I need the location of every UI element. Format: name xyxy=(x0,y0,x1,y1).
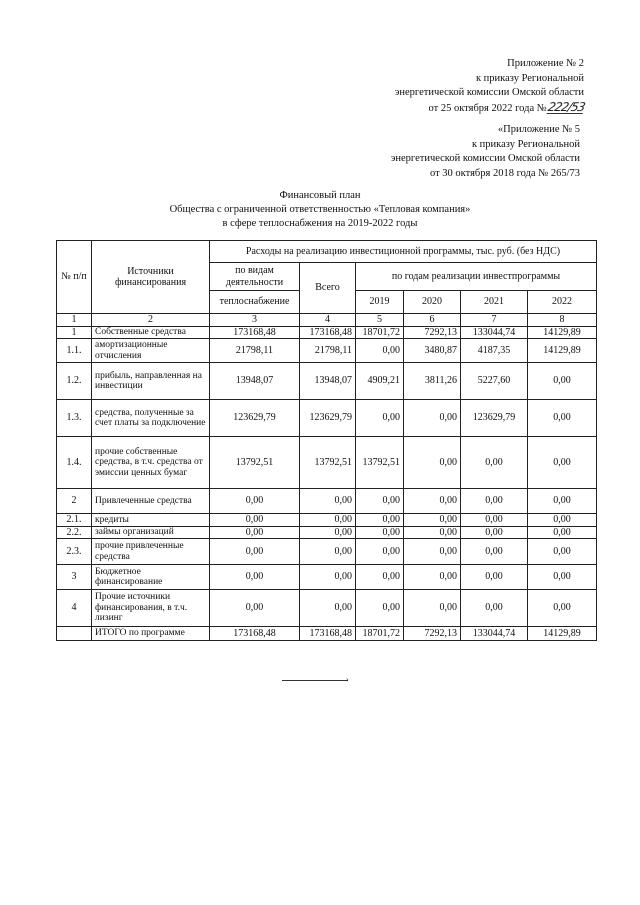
header-year: 2020 xyxy=(404,291,461,314)
row-value-cell: 0,00 xyxy=(300,526,356,539)
header1-date-text: от 25 октября 2022 года № xyxy=(428,102,547,114)
row-value-cell: 7292,13 xyxy=(404,326,461,339)
table-row xyxy=(57,590,597,627)
row-value-cell: 21798,11 xyxy=(300,339,356,363)
row-value-cell: 0,00 xyxy=(210,514,300,527)
row-value-cell: 0,00 xyxy=(210,590,300,627)
row-number: 1 xyxy=(57,326,92,339)
header1-line3: энергетической комиссии Омской области xyxy=(394,87,584,99)
row-value-cell: 123629,79 xyxy=(300,400,356,437)
title-line2: Общества с ограниченной ответственностью «Тепловая компания» xyxy=(169,204,471,215)
row-value-cell: 0,00 xyxy=(528,565,597,590)
table-row xyxy=(57,539,597,565)
header-expenses: Расходы на реализацию инвестиционной программы, тыс. руб. (без НДС) xyxy=(210,241,597,263)
header-heat-supply: теплоснабжение xyxy=(210,291,300,314)
column-index-row xyxy=(57,314,597,327)
row-value-cell: 5227,60 xyxy=(461,363,528,400)
row-number: 2.2. xyxy=(57,526,92,539)
row-source-name: средства, полученные за счет платы за подключение xyxy=(92,400,210,437)
row-value-cell: 14129,89 xyxy=(528,627,597,641)
row-value-cell: 0,00 xyxy=(300,590,356,627)
row-value-cell: 13948,07 xyxy=(210,363,300,400)
table-row xyxy=(57,526,597,539)
row-value-cell: 0,00 xyxy=(210,526,300,539)
row-source-name: Бюджетное финансирование xyxy=(92,565,210,590)
row-value-cell: 173168,48 xyxy=(300,627,356,641)
index-cell: 5 xyxy=(356,314,404,327)
row-value-cell: 0,00 xyxy=(356,514,404,527)
table-row xyxy=(57,437,597,489)
row-value-cell: 123629,79 xyxy=(210,400,300,437)
handwritten-order-number: 222/53 xyxy=(546,99,586,114)
row-source-name: займы организаций xyxy=(92,526,210,539)
row-value-cell: 0,00 xyxy=(356,539,404,565)
row-value-cell: 14129,89 xyxy=(528,326,597,339)
row-value-cell: 0,00 xyxy=(210,489,300,514)
row-number: 1.1. xyxy=(57,339,92,363)
index-cell: 2 xyxy=(92,314,210,327)
row-source-name: кредиты xyxy=(92,514,210,527)
row-number: 1.4. xyxy=(57,437,92,489)
row-source-name: Прочие источники финансирования, в т.ч. лизинг xyxy=(92,590,210,627)
financial-plan-table xyxy=(56,240,597,641)
row-value-cell: 0,00 xyxy=(461,590,528,627)
row-value-cell: 0,00 xyxy=(300,565,356,590)
row-value-cell: 123629,79 xyxy=(461,400,528,437)
header2-line2: к приказу Региональной xyxy=(471,138,580,150)
row-value-cell: 0,00 xyxy=(356,565,404,590)
row-value-cell: 133044,74 xyxy=(461,326,528,339)
header-year: 2021 xyxy=(461,291,528,314)
row-number: 2.3. xyxy=(57,539,92,565)
row-value-cell: 0,00 xyxy=(300,514,356,527)
row-value-cell: 0,00 xyxy=(404,514,461,527)
table-row xyxy=(57,339,597,363)
document-title xyxy=(0,189,640,231)
index-cell: 7 xyxy=(461,314,528,327)
row-number: 3 xyxy=(57,565,92,590)
row-value-cell: 0,00 xyxy=(404,565,461,590)
title-line3: в сфере теплоснабжения на 2019-2022 годы xyxy=(222,218,418,229)
header1-line2: к приказу Региональной xyxy=(475,72,584,84)
row-number: 1.3. xyxy=(57,400,92,437)
end-divider-line xyxy=(282,680,348,681)
row-source-name: амортизационные отчисления xyxy=(92,339,210,363)
row-number: 1.2. xyxy=(57,363,92,400)
row-value-cell: 0,00 xyxy=(528,489,597,514)
header-num: № п/п xyxy=(57,241,92,314)
row-value-cell: 13792,51 xyxy=(210,437,300,489)
header-by-activity: по видам деятельности xyxy=(210,263,300,291)
row-value-cell: 0,00 xyxy=(404,590,461,627)
row-value-cell: 13792,51 xyxy=(300,437,356,489)
row-value-cell: 0,00 xyxy=(528,526,597,539)
row-value-cell: 0,00 xyxy=(461,539,528,565)
table-row xyxy=(57,363,597,400)
header-total: Всего xyxy=(300,263,356,314)
header2-line3: энергетической комиссии Омской области xyxy=(390,153,580,165)
row-source-name: ИТОГО по программе xyxy=(92,627,210,641)
table-row xyxy=(57,489,597,514)
row-value-cell: 173168,48 xyxy=(300,326,356,339)
row-value-cell: 0,00 xyxy=(210,539,300,565)
header-source: Источники финансирования xyxy=(92,241,210,314)
row-value-cell: 0,00 xyxy=(356,339,404,363)
row-value-cell: 0,00 xyxy=(404,437,461,489)
table-row xyxy=(57,514,597,527)
row-value-cell: 173168,48 xyxy=(210,326,300,339)
row-value-cell: 3480,87 xyxy=(404,339,461,363)
header1-line1: Приложение № 2 xyxy=(507,58,584,69)
row-value-cell: 0,00 xyxy=(528,514,597,527)
table-row xyxy=(57,627,597,641)
row-value-cell: 0,00 xyxy=(356,590,404,627)
row-value-cell: 7292,13 xyxy=(404,627,461,641)
row-value-cell: 0,00 xyxy=(528,363,597,400)
row-value-cell: 0,00 xyxy=(404,539,461,565)
row-value-cell: 0,00 xyxy=(528,590,597,627)
index-cell: 4 xyxy=(300,314,356,327)
row-value-cell: 0,00 xyxy=(356,400,404,437)
index-cell: 8 xyxy=(528,314,597,327)
index-cell: 6 xyxy=(404,314,461,327)
title-line1: Финансовый план xyxy=(279,190,361,201)
header-year: 2022 xyxy=(528,291,597,314)
row-value-cell: 0,00 xyxy=(528,437,597,489)
row-value-cell: 0,00 xyxy=(404,526,461,539)
end-marker-glyph: › xyxy=(346,676,349,684)
row-source-name: прибыль, направленная на инвестиции xyxy=(92,363,210,400)
row-value-cell: 21798,11 xyxy=(210,339,300,363)
row-value-cell: 13792,51 xyxy=(356,437,404,489)
row-value-cell: 0,00 xyxy=(404,489,461,514)
row-value-cell: 0,00 xyxy=(356,489,404,514)
row-value-cell: 0,00 xyxy=(210,565,300,590)
row-number: 4 xyxy=(57,590,92,627)
appendix-header-current xyxy=(395,57,584,116)
row-value-cell: 0,00 xyxy=(300,539,356,565)
table-row xyxy=(57,326,597,339)
table-row xyxy=(57,565,597,590)
row-value-cell: 0,00 xyxy=(404,400,461,437)
row-value-cell: 13948,07 xyxy=(300,363,356,400)
row-source-name: прочие привлеченные средства xyxy=(92,539,210,565)
row-value-cell: 18701,72 xyxy=(356,326,404,339)
header-year: 2019 xyxy=(356,291,404,314)
row-value-cell: 0,00 xyxy=(461,437,528,489)
row-value-cell: 4909,21 xyxy=(356,363,404,400)
row-value-cell: 18701,72 xyxy=(356,627,404,641)
row-source-name: прочие собственные средства, в т.ч. средства от эмиссии ценных бумаг xyxy=(92,437,210,489)
row-source-name: Привлеченные средства xyxy=(92,489,210,514)
index-cell: 3 xyxy=(210,314,300,327)
row-value-cell: 0,00 xyxy=(461,565,528,590)
row-value-cell: 133044,74 xyxy=(461,627,528,641)
row-number: 2 xyxy=(57,489,92,514)
appendix-header-original xyxy=(391,123,580,181)
row-value-cell: 0,00 xyxy=(528,539,597,565)
row-value-cell: 3811,26 xyxy=(404,363,461,400)
row-value-cell: 14129,89 xyxy=(528,339,597,363)
row-value-cell: 0,00 xyxy=(300,489,356,514)
row-value-cell: 0,00 xyxy=(528,400,597,437)
row-value-cell: 0,00 xyxy=(461,514,528,527)
table-row xyxy=(57,400,597,437)
row-number: 2.1. xyxy=(57,514,92,527)
row-value-cell: 173168,48 xyxy=(210,627,300,641)
header1-line4 xyxy=(395,101,584,117)
row-source-name: Собственные средства xyxy=(92,326,210,339)
row-value-cell: 0,00 xyxy=(461,489,528,514)
header-by-years: по годам реализации инвестпрограммы xyxy=(356,263,597,291)
header2-line4: от 30 октября 2018 года № 265/73 xyxy=(429,167,580,179)
index-cell: 1 xyxy=(57,314,92,327)
row-number xyxy=(57,627,92,641)
row-value-cell: 4187,35 xyxy=(461,339,528,363)
row-value-cell: 0,00 xyxy=(356,526,404,539)
header2-line1: «Приложение № 5 xyxy=(497,124,580,135)
row-value-cell: 0,00 xyxy=(461,526,528,539)
